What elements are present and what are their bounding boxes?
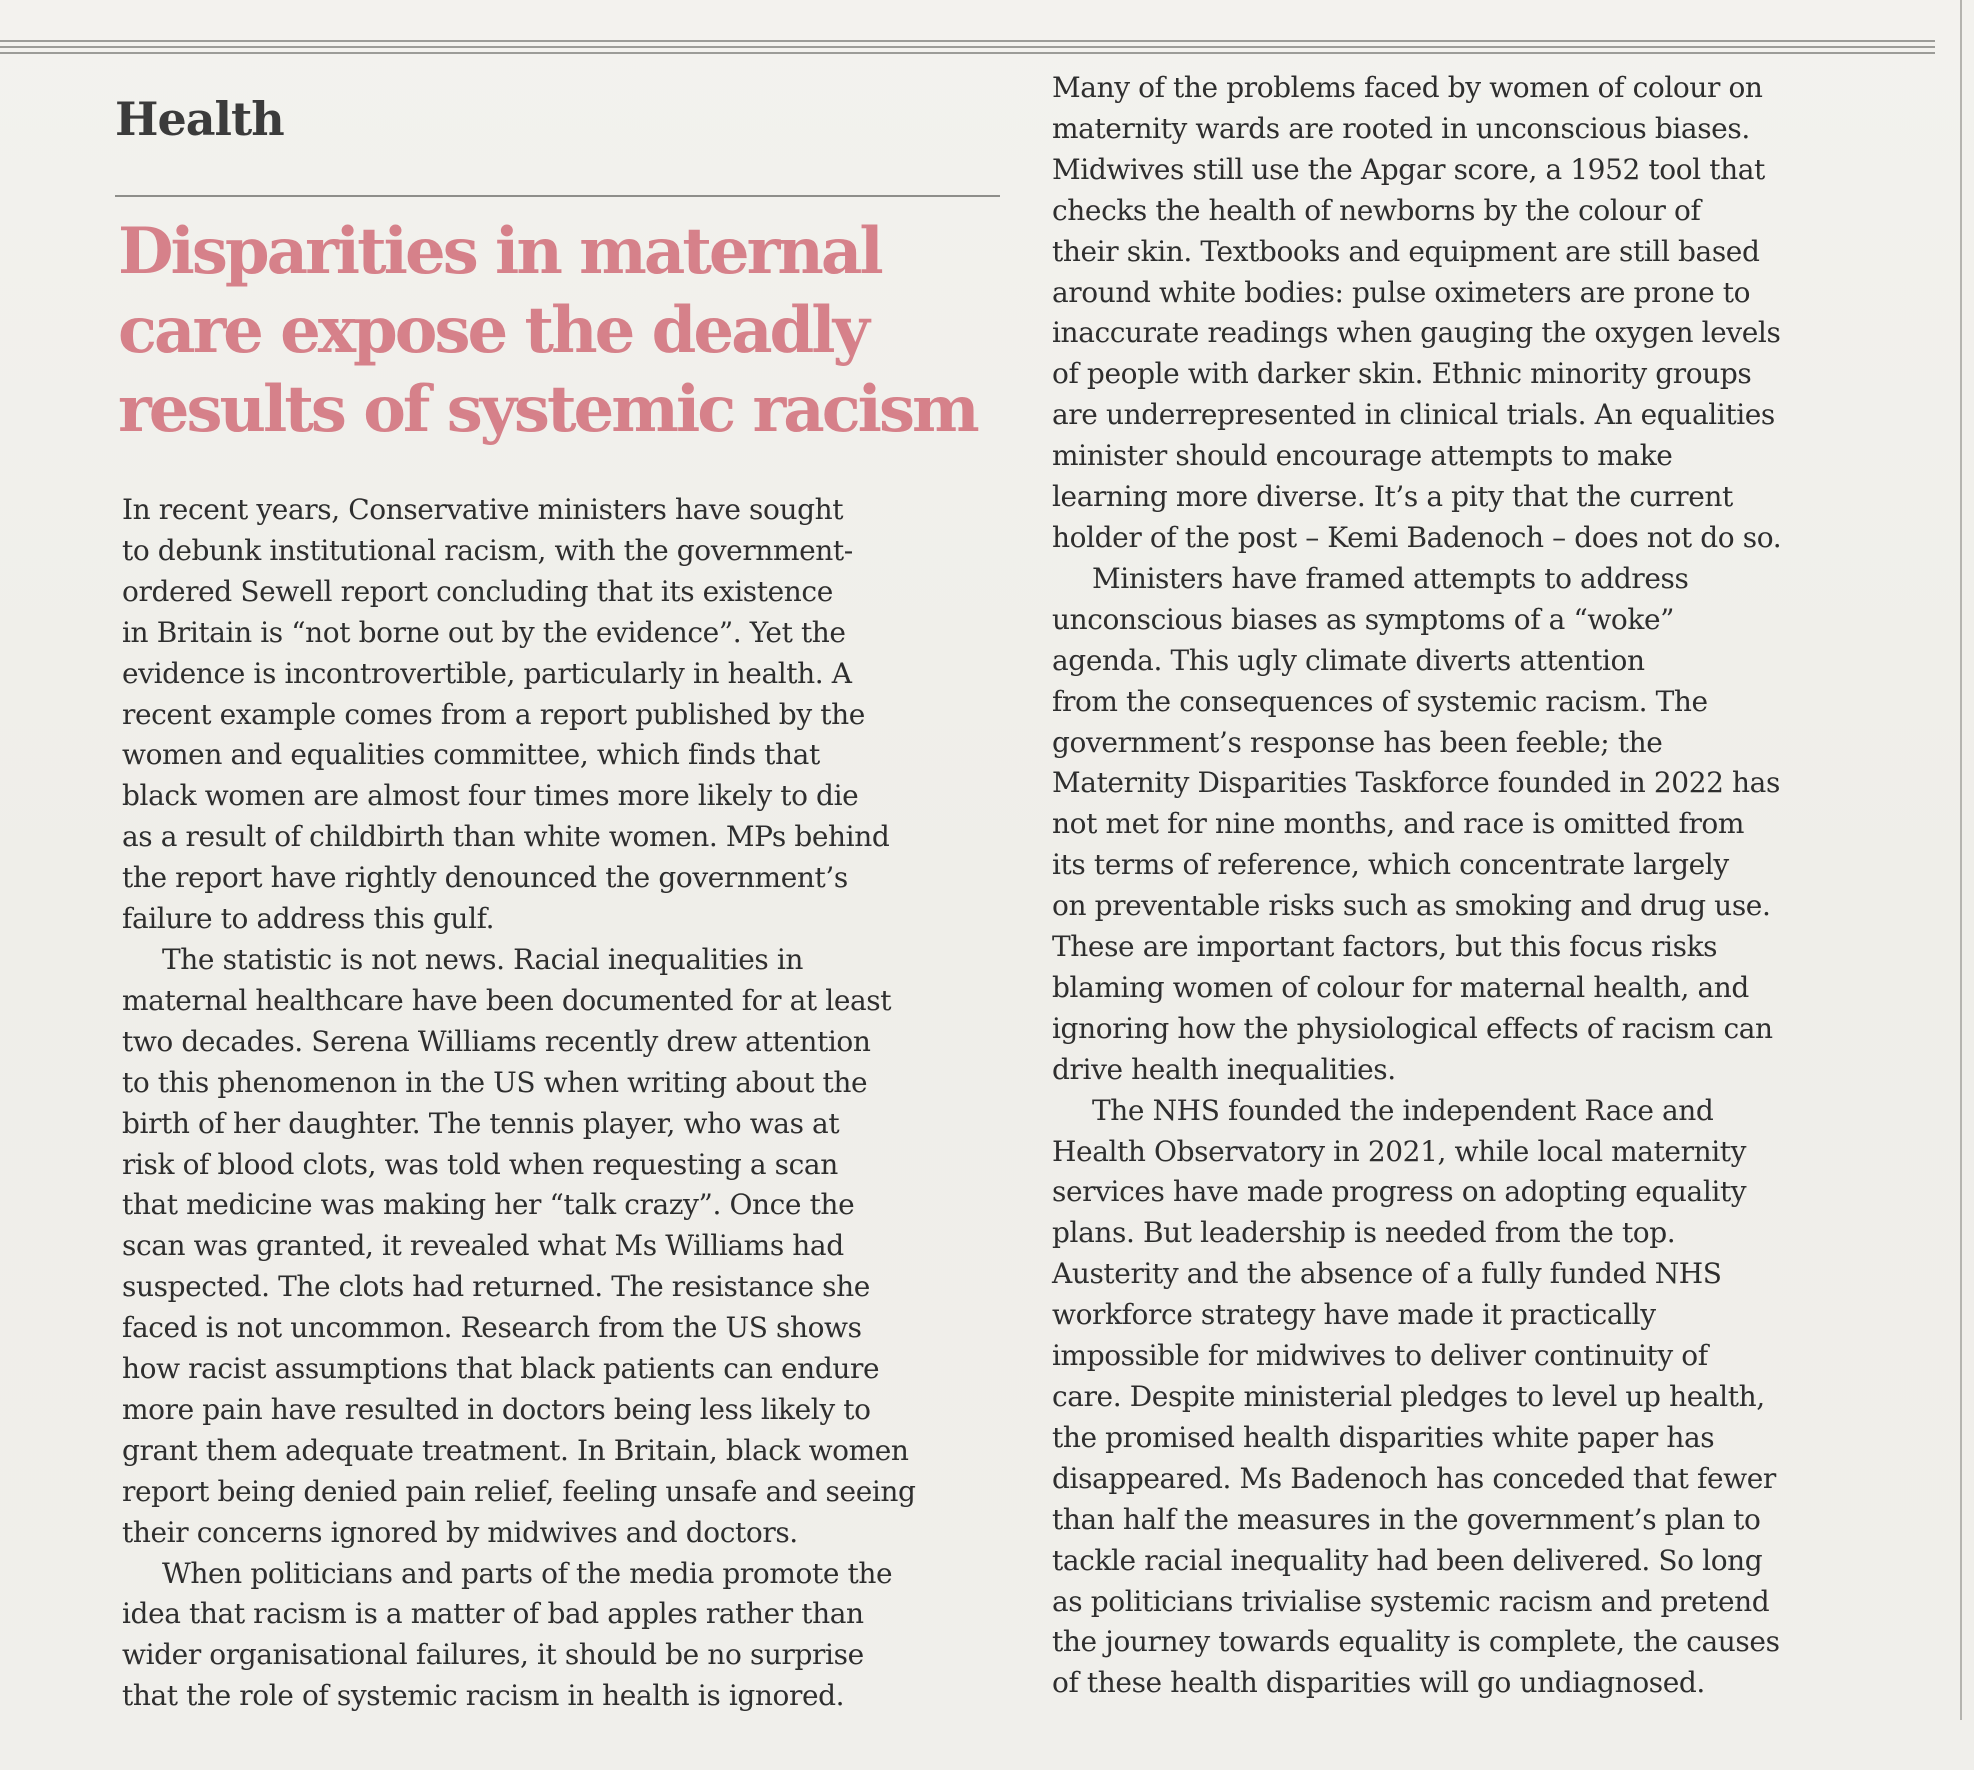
section-label: Health [115,92,284,146]
paragraph: In recent years, Conservative ministers have sought to debunk institutional racism, with the government- ordered Sewell report concluding that its existence in Britain is “not borne out by the evidence”. Yet the evidence is incontrovertible, particularly in health. A recent example comes from a report published by the women and equalities committee, which finds that black women are almost four times more likely to die as a result of childbirth than white women. MPs behind the report have rightly denounced the government’s failure to address this gulf. [122,493,890,936]
paragraph: The statistic is not news. Racial inequalities in maternal healthcare have been documented for at least two decades. Serena Williams recently drew attention to this phenomenon in the US when writing about the birth of her daughter. The tennis player, who was at risk of blood clots, was told when requesting a scan that medicine was making her “talk crazy”. Once the scan was granted, it revealed what Ms Williams had suspected. The clots had returned. The resistance she faced is not uncommon. Research from the US shows how racist assumptions that black patients can endure more pain have resulted in doctors being less likely to grant them adequate treatment. In Britain, black women report being denied pain relief, feeling unsafe and seeing their concerns ignored by midwives and doctors. [122,942,916,1549]
headline: Disparities in maternal care expose the deadly results of systemic racism [118,214,977,447]
top-rule [0,46,1935,48]
page-edge [1960,0,1962,1720]
top-rule [0,40,1935,42]
top-rule [0,52,1935,54]
headline-divider [115,195,1000,197]
article-column-right [1052,68,1907,1704]
paragraph: The NHS founded the independent Race and Health Observatory in 2021, while local maternity services have made progress on adopting equality plans. But leadership is needed from the top. Austerity and the absence of a fully funded NHS workforce strategy have made it practically impossible for midwives to deliver continuity of care. Despite ministerial pledges to level up health, the promised health disparities white paper has disappeared. Ms Badenoch has conceded that fewer than half the measures in the government’s plan to tackle racial inequality had been delivered. So long as politicians trivialise systemic racism and pretend the journey towards equality is complete, the causes of these health disparities will go undiagnosed. [1052,1093,1780,1700]
paragraph: Ministers have framed attempts to address unconscious biases as symptoms of a “woke” agenda. This ugly climate diverts attention from the consequences of systemic racism. The government’s response has been feeble; the Maternity Disparities Taskforce founded in 2022 has not met for nine months, and race is omitted from its terms of reference, which concentrate largely on preventable risks such as smoking and drug use. These are important factors, but this focus risks blaming women of colour for maternal health, and ignoring how the physiological effects of racism can drive health inequalities. [1052,561,1780,1086]
paragraph: Many of the problems faced by women of colour on maternity wards are rooted in unconscious biases. Midwives still use the Apgar score, a 1952 tool that checks the health of newborns by the colour of their skin. Textbooks and equipment are still based around white bodies: pulse oximeters are prone to inaccurate readings when gauging the oxygen levels of people with darker skin. Ethnic minority groups are underrepresented in clinical trials. An equalities minister should encourage attempts to make learning more diverse. It’s a pity that the current holder of the post – Kemi Badenoch – does not do so. [1052,71,1782,554]
article-column-left [122,490,1027,1717]
paragraph: When politicians and parts of the media promote the idea that racism is a matter of bad apples rather than wider organisational failures, it should be no surprise that the role of systemic racism in health is ignored. [122,1556,893,1713]
